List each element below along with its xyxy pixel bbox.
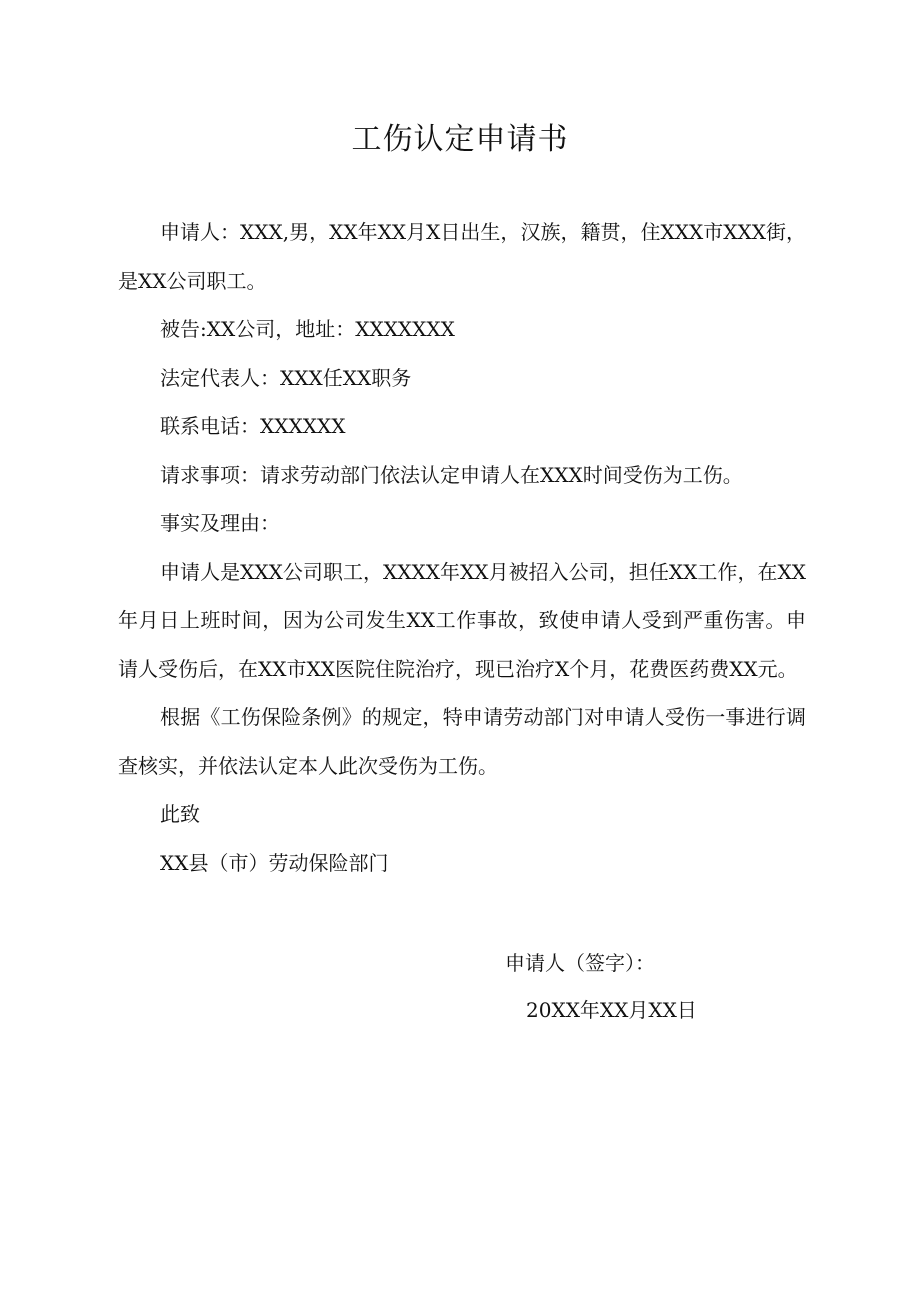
signature-date: 20XX年XX月XX日	[526, 998, 697, 1022]
applicant-paragraph: 申请人：XXX,男，XX年XX月X日出生，汉族，籍贯，住XXX市XXX街，是XX公司职工。	[118, 220, 806, 293]
signature-label: 申请人（签字）：	[505, 951, 655, 975]
facts-paragraph: 申请人是XXX公司职工，XXXX年XX月被招入公司，担任XX工作，在XX年月日上班时间，因为公司发生XX工作事故，致使申请人受到严重伤害。申请人受伤后，在XX市XX医院住院治疗，现已治疗X个月，花费医药费XX元。	[118, 559, 806, 681]
salutation: 此致	[160, 802, 200, 826]
basis-paragraph: 根据《工伤保险条例》的规定，特申请劳动部门对申请人受伤一事进行调查核实，并依法认定本人此次受伤为工伤。	[118, 705, 806, 778]
respondent-paragraph: 被告:XX公司，地址：XXXXXXX	[160, 317, 455, 341]
document-title: 工伤认定申请书	[351, 122, 569, 157]
legal-representative-paragraph: 法定代表人：XXX任XX职务	[160, 365, 412, 390]
document-body	[118, 208, 806, 887]
phone-paragraph: 联系电话：XXXXXX	[160, 414, 346, 438]
recipient: XX县（市）劳动保险部门	[160, 850, 389, 875]
facts-heading: 事实及理由：	[160, 511, 280, 535]
request-paragraph: 请求事项：请求劳动部门依法认定申请人在XXX时间受伤为工伤。	[160, 462, 743, 487]
